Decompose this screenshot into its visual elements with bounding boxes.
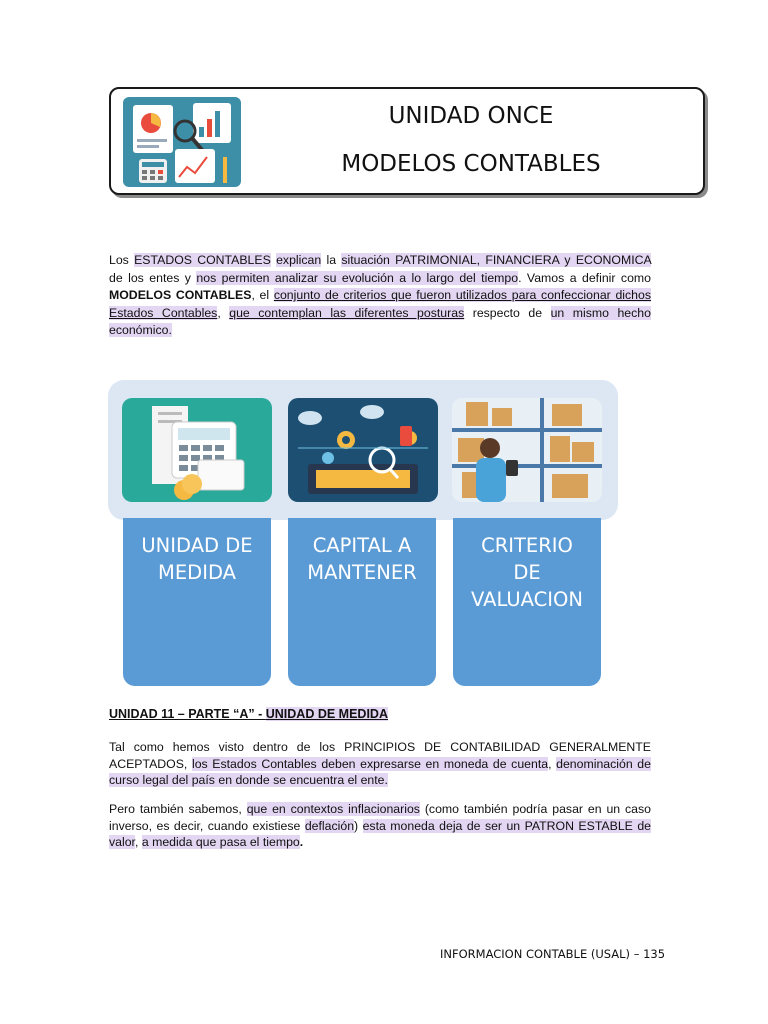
paragraph-inflacion: Pero también sabemos, que en contextos inflacionarios (como también podría pasar en un caso inverso, es decir, cuando existiese deflación) esta moneda deja de ser un PATRON ESTABLE de valor, a medida que pasa el tiempo. [109, 802, 651, 849]
page-footer: INFORMACION CONTABLE (USAL) – 135 [440, 947, 666, 961]
criterio-de-valuacion-box: CRITERIO DE VALUACION [453, 518, 601, 686]
title-box [109, 87, 705, 195]
paragraph-moneda-de-cuenta: Tal como hemos visto dentro de los PRINCIPIOS DE CONTABILIDAD GENERALMENTE ACEPTADOS, los Estados Contables deben expresarse en moneda de cuenta, denominación de curso legal del país en donde se encuentra el ente. [109, 740, 651, 787]
warehouse-illustration [452, 398, 602, 502]
accounting-illustration [123, 97, 241, 187]
section-heading: UNIDAD 11 – PARTE “A” - UNIDAD DE MEDIDA [109, 707, 388, 721]
intro-paragraph: Los ESTADOS CONTABLES explican la situación PATRIMONIAL, FINANCIERA y ECONOMICA de los entes y nos permiten analizar su evolución a lo largo del tiempo. Vamos a definir como MODELOS CONTABLES, el conjunto de criterios que fueron utilizados para confeccionar dichos Estados Contables, que contemplan las diferentes posturas respecto de un mismo hecho económico. [109, 253, 652, 337]
unidad-de-medida-box: UNIDAD DE MEDIDA [123, 518, 271, 686]
capital-a-mantener-box: CAPITAL A MANTENER [288, 518, 436, 686]
unit-title: UNIDAD ONCE [388, 103, 554, 129]
network-illustration [288, 398, 438, 502]
calculator-illustration [122, 398, 272, 502]
unit-subtitle: MODELOS CONTABLES [341, 151, 601, 177]
